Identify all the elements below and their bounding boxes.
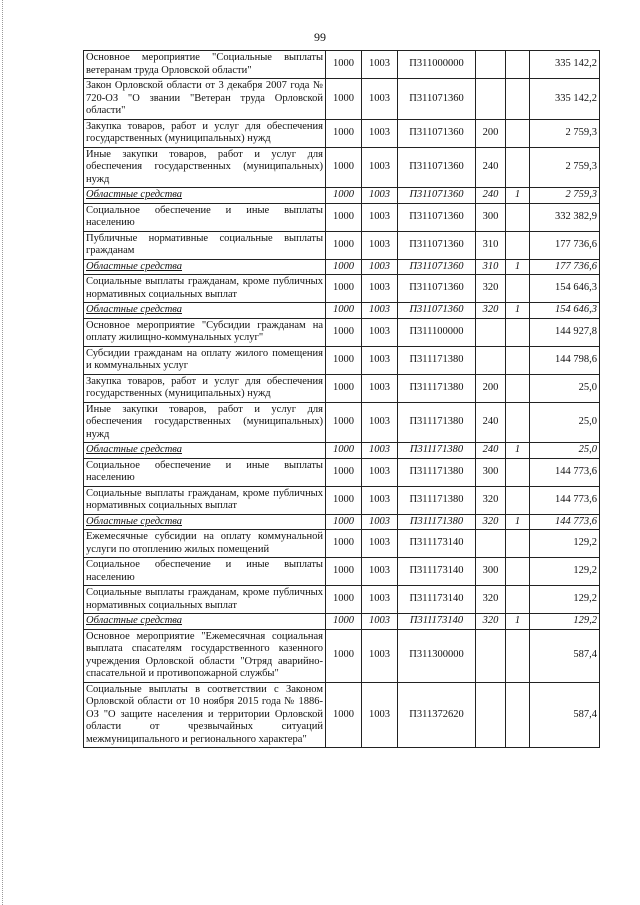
table-row <box>84 374 600 402</box>
row-section-cell: 1000 <box>326 443 362 459</box>
row-expense-type-cell: 240 <box>476 443 506 459</box>
row-expense-type-cell <box>476 346 506 374</box>
row-target-article-cell: П311071360 <box>398 188 476 204</box>
row-amount-cell: 144 773,6 <box>530 486 600 514</box>
row-expense-type-cell: 320 <box>476 614 506 630</box>
row-expense-type-cell: 320 <box>476 514 506 530</box>
row-target-article-cell: П311171380 <box>398 374 476 402</box>
row-target-article-cell: П311071360 <box>398 259 476 275</box>
row-funding-source-cell <box>506 486 530 514</box>
row-amount-cell: 25,0 <box>530 443 600 459</box>
row-name-cell: Публичные нормативные социальные выплаты гражданам <box>84 231 326 259</box>
table-row <box>84 558 600 586</box>
row-expense-type-cell: 300 <box>476 203 506 231</box>
row-section-cell: 1000 <box>326 514 362 530</box>
row-section-cell: 1000 <box>326 147 362 188</box>
row-section-cell: 1000 <box>326 486 362 514</box>
row-expense-type-cell: 200 <box>476 119 506 147</box>
row-section-cell: 1000 <box>326 275 362 303</box>
row-funding-source-cell <box>506 79 530 120</box>
row-amount-cell: 144 927,8 <box>530 318 600 346</box>
row-section-cell: 1000 <box>326 614 362 630</box>
table-row <box>84 51 600 79</box>
row-subsection-cell: 1003 <box>362 231 398 259</box>
row-target-article-cell: П311173140 <box>398 614 476 630</box>
row-subsection-cell: 1003 <box>362 79 398 120</box>
row-name-cell: Иные закупки товаров, работ и услуг для обеспечения государственных (муниципальных) нужд <box>84 147 326 188</box>
row-expense-type-cell <box>476 318 506 346</box>
row-name-cell: Социальное обеспечение и иные выплаты населению <box>84 558 326 586</box>
row-funding-source-cell <box>506 458 530 486</box>
row-section-cell: 1000 <box>326 231 362 259</box>
row-section-cell: 1000 <box>326 558 362 586</box>
row-section-cell: 1000 <box>326 51 362 79</box>
row-section-cell: 1000 <box>326 586 362 614</box>
row-target-article-cell: П311173140 <box>398 586 476 614</box>
page-number: 99 <box>314 30 326 44</box>
row-target-article-cell: П311171380 <box>398 346 476 374</box>
row-expense-type-cell <box>476 682 506 748</box>
row-target-article-cell: П311071360 <box>398 275 476 303</box>
table-row <box>84 119 600 147</box>
row-section-cell: 1000 <box>326 374 362 402</box>
row-section-cell: 1000 <box>326 530 362 558</box>
row-subsection-cell: 1003 <box>362 458 398 486</box>
row-section-cell: 1000 <box>326 458 362 486</box>
row-amount-cell: 129,2 <box>530 530 600 558</box>
row-name-cell: Основное мероприятие "Ежемесячная социальная выплата спасателям государственного казенного учреждения Орловской области "Отряд аварийно-спасательной и противопожарной службы" <box>84 629 326 682</box>
row-subsection-cell: 1003 <box>362 346 398 374</box>
row-name-cell: Областные средства <box>84 303 326 319</box>
row-subsection-cell: 1003 <box>362 514 398 530</box>
row-funding-source-cell <box>506 558 530 586</box>
row-expense-type-cell: 240 <box>476 188 506 204</box>
row-funding-source-cell: 1 <box>506 614 530 630</box>
row-amount-cell: 129,2 <box>530 614 600 630</box>
row-expense-type-cell: 320 <box>476 275 506 303</box>
row-target-article-cell: П311100000 <box>398 318 476 346</box>
row-amount-cell: 25,0 <box>530 374 600 402</box>
table-row <box>84 629 600 682</box>
row-section-cell: 1000 <box>326 629 362 682</box>
row-section-cell: 1000 <box>326 682 362 748</box>
row-expense-type-cell: 240 <box>476 147 506 188</box>
row-expense-type-cell <box>476 530 506 558</box>
row-name-cell: Социальные выплаты в соответствии с Законом Орловской области от 10 ноября 2015 года № 1886-ОЗ "О защите населения и территории Орловской области от чрезвычайных ситуаций межмуниципального и регионального характера" <box>84 682 326 748</box>
row-funding-source-cell <box>506 231 530 259</box>
regional-funds-row <box>84 259 600 275</box>
table-row <box>84 458 600 486</box>
budget-table <box>83 50 600 748</box>
row-name-cell: Социальные выплаты гражданам, кроме публичных нормативных социальных выплат <box>84 586 326 614</box>
row-amount-cell: 144 773,6 <box>530 514 600 530</box>
row-section-cell: 1000 <box>326 402 362 443</box>
row-expense-type-cell: 200 <box>476 374 506 402</box>
row-target-article-cell: П311071360 <box>398 203 476 231</box>
row-amount-cell: 2 759,3 <box>530 147 600 188</box>
table-row <box>84 275 600 303</box>
row-target-article-cell: П311171380 <box>398 402 476 443</box>
row-subsection-cell: 1003 <box>362 119 398 147</box>
row-target-article-cell: П311173140 <box>398 530 476 558</box>
row-amount-cell: 177 736,6 <box>530 231 600 259</box>
row-expense-type-cell: 240 <box>476 402 506 443</box>
table-row <box>84 402 600 443</box>
row-target-article-cell: П311071360 <box>398 79 476 120</box>
row-subsection-cell: 1003 <box>362 614 398 630</box>
row-name-cell: Ежемесячные субсидии на оплату коммунальной услуги по отоплению жилых помещений <box>84 530 326 558</box>
row-funding-source-cell <box>506 402 530 443</box>
row-expense-type-cell: 320 <box>476 486 506 514</box>
row-subsection-cell: 1003 <box>362 402 398 443</box>
table-row <box>84 682 600 748</box>
row-amount-cell: 154 646,3 <box>530 275 600 303</box>
row-target-article-cell: П311071360 <box>398 303 476 319</box>
row-funding-source-cell <box>506 275 530 303</box>
row-funding-source-cell <box>506 203 530 231</box>
row-target-article-cell: П311300000 <box>398 629 476 682</box>
row-name-cell: Закупка товаров, работ и услуг для обеспечения государственных (муниципальных) нужд <box>84 374 326 402</box>
row-target-article-cell: П311171380 <box>398 458 476 486</box>
row-section-cell: 1000 <box>326 303 362 319</box>
row-subsection-cell: 1003 <box>362 303 398 319</box>
row-expense-type-cell: 300 <box>476 458 506 486</box>
row-expense-type-cell <box>476 79 506 120</box>
row-section-cell: 1000 <box>326 79 362 120</box>
row-amount-cell: 587,4 <box>530 629 600 682</box>
row-subsection-cell: 1003 <box>362 374 398 402</box>
row-amount-cell: 25,0 <box>530 402 600 443</box>
row-name-cell: Социальные выплаты гражданам, кроме публичных нормативных социальных выплат <box>84 486 326 514</box>
scan-margin-line <box>2 0 4 905</box>
regional-funds-row <box>84 188 600 204</box>
row-name-cell: Социальное обеспечение и иные выплаты населению <box>84 203 326 231</box>
row-funding-source-cell: 1 <box>506 514 530 530</box>
row-expense-type-cell: 310 <box>476 231 506 259</box>
table-row <box>84 147 600 188</box>
row-name-cell: Социальные выплаты гражданам, кроме публичных нормативных социальных выплат <box>84 275 326 303</box>
row-subsection-cell: 1003 <box>362 51 398 79</box>
row-section-cell: 1000 <box>326 346 362 374</box>
row-name-cell: Областные средства <box>84 443 326 459</box>
row-target-article-cell: П311171380 <box>398 486 476 514</box>
row-target-article-cell: П311173140 <box>398 558 476 586</box>
table-row <box>84 530 600 558</box>
row-target-article-cell: П311171380 <box>398 514 476 530</box>
regional-funds-row <box>84 303 600 319</box>
row-amount-cell: 2 759,3 <box>530 119 600 147</box>
row-expense-type-cell: 310 <box>476 259 506 275</box>
row-expense-type-cell: 320 <box>476 303 506 319</box>
row-expense-type-cell: 320 <box>476 586 506 614</box>
row-funding-source-cell <box>506 629 530 682</box>
row-name-cell: Областные средства <box>84 614 326 630</box>
row-target-article-cell: П311071360 <box>398 231 476 259</box>
row-name-cell: Иные закупки товаров, работ и услуг для обеспечения государственных (муниципальных) нужд <box>84 402 326 443</box>
row-funding-source-cell <box>506 586 530 614</box>
table-row <box>84 346 600 374</box>
row-name-cell: Областные средства <box>84 188 326 204</box>
table-row <box>84 586 600 614</box>
row-subsection-cell: 1003 <box>362 558 398 586</box>
table-row <box>84 203 600 231</box>
row-amount-cell: 129,2 <box>530 558 600 586</box>
row-name-cell: Закон Орловской области от 3 декабря 2007 года № 720-ОЗ "О звании "Ветеран труда Орловской области" <box>84 79 326 120</box>
row-funding-source-cell: 1 <box>506 303 530 319</box>
row-subsection-cell: 1003 <box>362 530 398 558</box>
row-expense-type-cell: 300 <box>476 558 506 586</box>
row-subsection-cell: 1003 <box>362 147 398 188</box>
table-row <box>84 231 600 259</box>
row-section-cell: 1000 <box>326 119 362 147</box>
row-funding-source-cell <box>506 147 530 188</box>
row-section-cell: 1000 <box>326 203 362 231</box>
row-amount-cell: 144 773,6 <box>530 458 600 486</box>
row-subsection-cell: 1003 <box>362 682 398 748</box>
row-name-cell: Закупка товаров, работ и услуг для обеспечения государственных (муниципальных) нужд <box>84 119 326 147</box>
row-amount-cell: 332 382,9 <box>530 203 600 231</box>
budget-table-body <box>84 51 600 748</box>
row-name-cell: Основное мероприятие "Субсидии гражданам на оплату жилищно-коммунальных услуг" <box>84 318 326 346</box>
row-expense-type-cell <box>476 629 506 682</box>
row-name-cell: Основное мероприятие "Социальные выплаты ветеранам труда Орловской области" <box>84 51 326 79</box>
row-name-cell: Областные средства <box>84 514 326 530</box>
row-amount-cell: 587,4 <box>530 682 600 748</box>
row-amount-cell: 144 798,6 <box>530 346 600 374</box>
row-target-article-cell: П311171380 <box>398 443 476 459</box>
row-subsection-cell: 1003 <box>362 443 398 459</box>
table-row <box>84 79 600 120</box>
row-name-cell: Областные средства <box>84 259 326 275</box>
row-amount-cell: 154 646,3 <box>530 303 600 319</box>
row-subsection-cell: 1003 <box>362 586 398 614</box>
row-funding-source-cell <box>506 51 530 79</box>
row-section-cell: 1000 <box>326 318 362 346</box>
row-funding-source-cell <box>506 374 530 402</box>
row-amount-cell: 335 142,2 <box>530 79 600 120</box>
table-row <box>84 486 600 514</box>
row-amount-cell: 2 759,3 <box>530 188 600 204</box>
row-subsection-cell: 1003 <box>362 203 398 231</box>
row-name-cell: Субсидии гражданам на оплату жилого помещения и коммунальных услуг <box>84 346 326 374</box>
regional-funds-row <box>84 614 600 630</box>
regional-funds-row <box>84 514 600 530</box>
table-row <box>84 318 600 346</box>
row-expense-type-cell <box>476 51 506 79</box>
regional-funds-row <box>84 443 600 459</box>
row-funding-source-cell <box>506 346 530 374</box>
row-subsection-cell: 1003 <box>362 275 398 303</box>
row-target-article-cell: П311000000 <box>398 51 476 79</box>
row-subsection-cell: 1003 <box>362 259 398 275</box>
row-subsection-cell: 1003 <box>362 318 398 346</box>
row-amount-cell: 177 736,6 <box>530 259 600 275</box>
row-name-cell: Социальное обеспечение и иные выплаты населению <box>84 458 326 486</box>
row-amount-cell: 129,2 <box>530 586 600 614</box>
row-target-article-cell: П311071360 <box>398 147 476 188</box>
row-funding-source-cell <box>506 682 530 748</box>
row-target-article-cell: П311372620 <box>398 682 476 748</box>
row-target-article-cell: П311071360 <box>398 119 476 147</box>
row-section-cell: 1000 <box>326 188 362 204</box>
row-funding-source-cell: 1 <box>506 443 530 459</box>
row-subsection-cell: 1003 <box>362 486 398 514</box>
row-funding-source-cell: 1 <box>506 188 530 204</box>
row-section-cell: 1000 <box>326 259 362 275</box>
row-funding-source-cell: 1 <box>506 259 530 275</box>
row-subsection-cell: 1003 <box>362 188 398 204</box>
row-funding-source-cell <box>506 530 530 558</box>
row-funding-source-cell <box>506 119 530 147</box>
row-subsection-cell: 1003 <box>362 629 398 682</box>
row-funding-source-cell <box>506 318 530 346</box>
row-amount-cell: 335 142,2 <box>530 51 600 79</box>
